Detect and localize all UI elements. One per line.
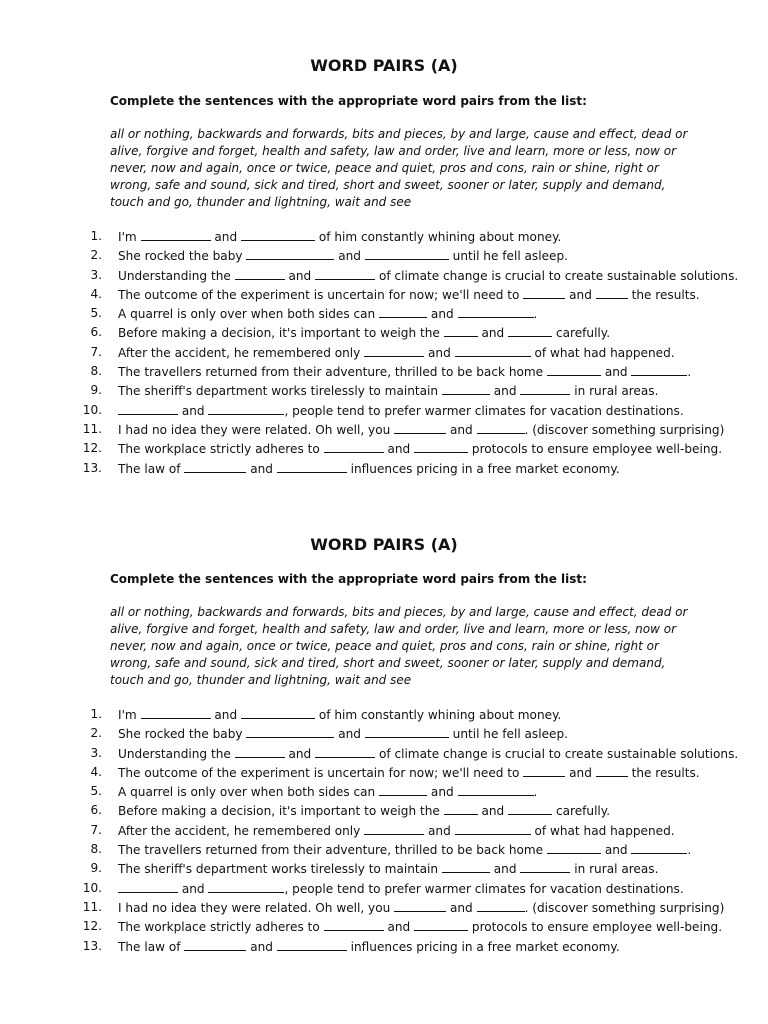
question-text-segment: . (discover something surprising) bbox=[524, 900, 725, 915]
question-text-segment: After the accident, he remembered only bbox=[118, 345, 365, 360]
answer-blank[interactable] bbox=[455, 823, 531, 835]
question-item bbox=[82, 421, 748, 441]
answer-blank[interactable] bbox=[141, 229, 211, 241]
question-text-segment: until he fell asleep. bbox=[448, 249, 568, 264]
question-text-segment: until he fell asleep. bbox=[448, 727, 568, 742]
question-text-segment: She rocked the baby bbox=[118, 727, 247, 742]
question-text-segment: and bbox=[284, 746, 316, 761]
word-list-line: wrong, safe and sound, sick and tired, short and sweet, sooner or later, supply and demand, bbox=[110, 656, 666, 670]
question-text-segment: and bbox=[489, 862, 521, 877]
question-text bbox=[118, 784, 537, 799]
question-text-segment: She rocked the baby bbox=[118, 249, 247, 264]
question-text-segment: protocols to ensure employee well-being. bbox=[468, 442, 723, 457]
answer-blank[interactable] bbox=[547, 842, 601, 854]
question-number: 13. bbox=[82, 938, 102, 953]
question-number: 8. bbox=[90, 842, 102, 857]
question-text bbox=[118, 919, 722, 934]
question-text-segment: and bbox=[210, 708, 241, 722]
worksheet-title: WORD PAIRS (A) bbox=[310, 56, 458, 75]
answer-blank[interactable] bbox=[444, 803, 478, 815]
answer-blank[interactable] bbox=[364, 823, 424, 835]
question-number: 12. bbox=[82, 919, 102, 934]
word-list-line: touch and go, thunder and lightning, wait and see bbox=[110, 673, 412, 687]
question-text bbox=[118, 287, 700, 302]
question-text bbox=[118, 325, 610, 340]
question-text-segment: The sheriff's department works tirelessly to maintain bbox=[118, 384, 442, 399]
question-text bbox=[118, 248, 568, 263]
answer-blank[interactable] bbox=[379, 306, 427, 318]
question-item bbox=[88, 306, 748, 325]
answer-blank[interactable] bbox=[141, 707, 211, 719]
answer-blank[interactable] bbox=[246, 248, 334, 260]
question-text bbox=[118, 306, 537, 321]
question-item bbox=[88, 364, 748, 383]
question-item bbox=[88, 746, 748, 765]
word-list-line: wrong, safe and sound, sick and tired, short and sweet, sooner or later, supply and demand, bbox=[110, 178, 666, 192]
question-number: 10. bbox=[82, 402, 102, 417]
question-text-segment: and bbox=[600, 843, 632, 858]
question-text-segment: . bbox=[533, 785, 538, 800]
question-item bbox=[88, 842, 748, 861]
question-text-segment: and bbox=[334, 727, 365, 742]
answer-blank[interactable] bbox=[208, 403, 284, 415]
question-text-segment: The workplace strictly adheres to bbox=[118, 920, 324, 935]
answer-blank[interactable] bbox=[631, 842, 687, 854]
question-text bbox=[118, 900, 724, 915]
question-text-segment: and bbox=[477, 326, 509, 341]
question-item bbox=[88, 287, 748, 306]
worksheet-title: WORD PAIRS (A) bbox=[310, 535, 458, 554]
question-number: 3. bbox=[90, 745, 102, 760]
question-number: 8. bbox=[90, 364, 102, 379]
question-text-segment: and bbox=[427, 307, 458, 322]
answer-blank[interactable] bbox=[315, 268, 375, 280]
question-text bbox=[118, 746, 738, 761]
question-text bbox=[118, 403, 684, 418]
answer-blank[interactable] bbox=[523, 287, 565, 299]
question-text-segment: Before making a decision, it's important to weigh the bbox=[118, 326, 444, 341]
question-text bbox=[118, 823, 675, 838]
question-number: 6. bbox=[90, 803, 102, 818]
answer-blank[interactable] bbox=[458, 306, 534, 318]
question-text-segment: protocols to ensure employee well-being. bbox=[468, 920, 723, 935]
answer-blank[interactable] bbox=[520, 383, 570, 395]
answer-blank[interactable] bbox=[246, 726, 334, 738]
question-number: 12. bbox=[82, 441, 102, 456]
word-list bbox=[110, 604, 688, 689]
question-item bbox=[88, 248, 748, 267]
answer-blank[interactable] bbox=[596, 287, 628, 299]
answer-blank[interactable] bbox=[184, 939, 246, 951]
question-text bbox=[118, 461, 620, 476]
question-text-segment: carefully. bbox=[552, 804, 611, 819]
word-list-line: all or nothing, backwards and forwards, bits and pieces, by and large, cause and effect, dead or bbox=[110, 605, 688, 619]
question-number: 9. bbox=[90, 861, 102, 876]
question-text-segment: . (discover something surprising) bbox=[524, 422, 725, 437]
answer-blank[interactable] bbox=[118, 881, 178, 893]
question-item bbox=[82, 460, 748, 480]
answer-blank[interactable] bbox=[235, 268, 285, 280]
question-item bbox=[82, 402, 748, 422]
answer-blank[interactable] bbox=[596, 765, 628, 777]
answer-blank[interactable] bbox=[442, 861, 490, 873]
answer-blank[interactable] bbox=[477, 422, 525, 434]
question-text-segment: I had no idea they were related. Oh well, you bbox=[118, 422, 395, 437]
question-text bbox=[118, 726, 568, 741]
question-text-segment: of climate change is crucial to create sustainable solutions. bbox=[375, 746, 739, 761]
question-number: 13. bbox=[82, 460, 102, 475]
question-text-segment: the results. bbox=[627, 287, 700, 302]
question-text-segment: I had no idea they were related. Oh well, you bbox=[118, 900, 395, 915]
question-text bbox=[118, 441, 722, 456]
question-text-segment: and bbox=[424, 345, 455, 360]
question-text-segment: and bbox=[565, 765, 596, 780]
question-text-segment: and bbox=[246, 939, 277, 954]
question-text-segment: A quarrel is only over when both sides can bbox=[118, 307, 380, 322]
word-list-line: alive, forgive and forget, health and safety, law and order, live and learn, more or less, now or bbox=[110, 622, 677, 636]
question-item bbox=[88, 345, 748, 364]
question-item bbox=[88, 765, 748, 784]
question-text-segment: A quarrel is only over when both sides can bbox=[118, 785, 380, 800]
question-text-segment: I'm bbox=[118, 230, 141, 244]
answer-blank[interactable] bbox=[547, 364, 601, 376]
question-number: 10. bbox=[82, 880, 102, 895]
answer-blank[interactable] bbox=[455, 345, 531, 357]
question-text bbox=[118, 861, 658, 876]
question-text-segment: and bbox=[446, 422, 477, 437]
question-number: 7. bbox=[90, 822, 102, 837]
question-text-segment: of him constantly whining about money. bbox=[314, 708, 562, 722]
question-text-segment: and bbox=[334, 249, 365, 264]
answer-blank[interactable] bbox=[241, 707, 315, 719]
question-text-segment: The outcome of the experiment is uncertain for now; we'll need to bbox=[118, 765, 524, 780]
answer-blank[interactable] bbox=[458, 784, 534, 796]
word-list-line: alive, forgive and forget, health and safety, law and order, live and learn, more or less, now or bbox=[110, 144, 677, 158]
answer-blank[interactable] bbox=[315, 746, 375, 758]
answer-blank[interactable] bbox=[118, 403, 178, 415]
question-text-segment: of him constantly whining about money. bbox=[314, 230, 562, 244]
question-text-segment: and bbox=[446, 900, 477, 915]
question-text-segment: and bbox=[489, 384, 521, 399]
question-text bbox=[118, 422, 724, 437]
instruction-text: Complete the sentences with the appropriate word pairs from the list: bbox=[110, 94, 587, 108]
question-list bbox=[82, 707, 748, 958]
question-item bbox=[88, 861, 748, 880]
answer-blank[interactable] bbox=[208, 881, 284, 893]
question-text-segment: the results. bbox=[627, 765, 700, 780]
question-number: 6. bbox=[90, 325, 102, 340]
question-item bbox=[88, 726, 748, 745]
answer-blank[interactable] bbox=[442, 383, 490, 395]
question-text-segment: and bbox=[210, 230, 241, 244]
question-number: 1. bbox=[90, 229, 102, 243]
question-text-segment: and bbox=[427, 785, 458, 800]
question-text-segment: The travellers returned from their adventure, thrilled to be back home bbox=[118, 843, 547, 858]
answer-blank[interactable] bbox=[365, 726, 449, 738]
question-text-segment: in rural areas. bbox=[570, 862, 659, 877]
question-text-segment: of what had happened. bbox=[530, 823, 675, 838]
answer-blank[interactable] bbox=[324, 441, 384, 453]
question-text-segment: and bbox=[383, 920, 415, 935]
question-item bbox=[88, 823, 748, 842]
word-list-line: never, now and again, once or twice, peace and quiet, pros and cons, rain or shine, right or bbox=[110, 161, 659, 175]
question-text-segment: . bbox=[533, 307, 538, 322]
question-text-segment: and bbox=[477, 804, 509, 819]
instruction-text: Complete the sentences with the appropriate word pairs from the list: bbox=[110, 572, 587, 586]
answer-blank[interactable] bbox=[508, 803, 552, 815]
question-text bbox=[118, 345, 675, 360]
question-number: 1. bbox=[90, 707, 102, 721]
question-text bbox=[118, 707, 561, 722]
answer-blank[interactable] bbox=[277, 461, 347, 473]
question-number: 11. bbox=[82, 421, 102, 436]
answer-blank[interactable] bbox=[508, 325, 552, 337]
question-item bbox=[88, 383, 748, 402]
question-text-segment: and bbox=[383, 442, 415, 457]
answer-blank[interactable] bbox=[394, 900, 446, 912]
question-text-segment: influences pricing in a free market economy. bbox=[346, 461, 620, 476]
answer-blank[interactable] bbox=[520, 861, 570, 873]
question-text bbox=[118, 939, 620, 954]
question-text-segment: The workplace strictly adheres to bbox=[118, 442, 324, 457]
question-text-segment: and bbox=[600, 365, 632, 380]
question-number: 11. bbox=[82, 899, 102, 914]
question-item bbox=[82, 441, 748, 460]
question-text-segment: and bbox=[178, 881, 209, 896]
question-text-segment: , people tend to prefer warmer climates for vacation destinations. bbox=[284, 403, 684, 418]
answer-blank[interactable] bbox=[277, 939, 347, 951]
question-text-segment: After the accident, he remembered only bbox=[118, 823, 365, 838]
question-item bbox=[88, 784, 748, 803]
question-text-segment: Understanding the bbox=[118, 746, 235, 761]
answer-blank[interactable] bbox=[414, 919, 468, 931]
question-text bbox=[118, 803, 610, 818]
answer-blank[interactable] bbox=[184, 461, 246, 473]
word-list bbox=[110, 126, 688, 211]
question-text-segment: The outcome of the experiment is uncertain for now; we'll need to bbox=[118, 287, 524, 302]
answer-blank[interactable] bbox=[394, 422, 446, 434]
question-item bbox=[82, 880, 748, 900]
answer-blank[interactable] bbox=[364, 345, 424, 357]
question-number: 9. bbox=[90, 383, 102, 398]
question-item bbox=[82, 919, 748, 938]
question-number: 7. bbox=[90, 344, 102, 359]
question-text-segment: carefully. bbox=[552, 326, 611, 341]
question-number: 5. bbox=[90, 306, 102, 321]
question-text-segment: Understanding the bbox=[118, 268, 235, 283]
question-text-segment: and bbox=[565, 287, 596, 302]
question-text-segment: The travellers returned from their adventure, thrilled to be back home bbox=[118, 365, 547, 380]
question-text-segment: The sheriff's department works tirelessly to maintain bbox=[118, 862, 442, 877]
question-text bbox=[118, 881, 684, 896]
answer-blank[interactable] bbox=[477, 900, 525, 912]
question-text-segment: I'm bbox=[118, 708, 141, 722]
question-text-segment: and bbox=[424, 823, 455, 838]
question-item bbox=[82, 899, 748, 919]
question-text-segment: . bbox=[687, 365, 692, 380]
question-number: 2. bbox=[90, 726, 102, 741]
answer-blank[interactable] bbox=[414, 441, 468, 453]
question-number: 4. bbox=[90, 764, 102, 779]
answer-blank[interactable] bbox=[365, 248, 449, 260]
word-list-line: all or nothing, backwards and forwards, bits and pieces, by and large, cause and effect, dead or bbox=[110, 127, 688, 141]
question-list bbox=[82, 229, 748, 480]
question-item bbox=[88, 707, 748, 726]
question-text bbox=[118, 383, 658, 398]
question-text bbox=[118, 765, 700, 780]
question-item bbox=[88, 325, 748, 344]
question-text-segment: influences pricing in a free market economy. bbox=[346, 939, 620, 954]
question-text-segment: in rural areas. bbox=[570, 384, 659, 399]
question-text-segment: The law of bbox=[118, 461, 185, 476]
question-text-segment: of climate change is crucial to create sustainable solutions. bbox=[375, 268, 739, 283]
word-list-line: touch and go, thunder and lightning, wait and see bbox=[110, 195, 412, 209]
question-number: 2. bbox=[90, 248, 102, 263]
question-number: 5. bbox=[90, 784, 102, 799]
question-item bbox=[88, 803, 748, 822]
question-text-segment: The law of bbox=[118, 939, 185, 954]
question-text-segment: Before making a decision, it's important to weigh the bbox=[118, 804, 444, 819]
question-item bbox=[88, 229, 748, 248]
question-text-segment: , people tend to prefer warmer climates for vacation destinations. bbox=[284, 881, 684, 896]
answer-blank[interactable] bbox=[631, 364, 687, 376]
question-item bbox=[82, 938, 748, 958]
answer-blank[interactable] bbox=[235, 746, 285, 758]
word-list-line: never, now and again, once or twice, peace and quiet, pros and cons, rain or shine, right or bbox=[110, 639, 659, 653]
answer-blank[interactable] bbox=[379, 784, 427, 796]
question-number: 3. bbox=[90, 267, 102, 282]
answer-blank[interactable] bbox=[241, 229, 315, 241]
question-item bbox=[88, 268, 748, 287]
question-text-segment: . bbox=[687, 843, 692, 858]
question-text-segment: and bbox=[284, 268, 316, 283]
question-text bbox=[118, 268, 738, 283]
question-text-segment: and bbox=[178, 403, 209, 418]
answer-blank[interactable] bbox=[324, 919, 384, 931]
question-text bbox=[118, 842, 691, 857]
answer-blank[interactable] bbox=[444, 325, 478, 337]
answer-blank[interactable] bbox=[523, 765, 565, 777]
question-text bbox=[118, 364, 691, 379]
question-number: 4. bbox=[90, 286, 102, 301]
question-text-segment: and bbox=[246, 461, 277, 476]
question-text-segment: of what had happened. bbox=[530, 345, 675, 360]
question-text bbox=[118, 229, 561, 244]
